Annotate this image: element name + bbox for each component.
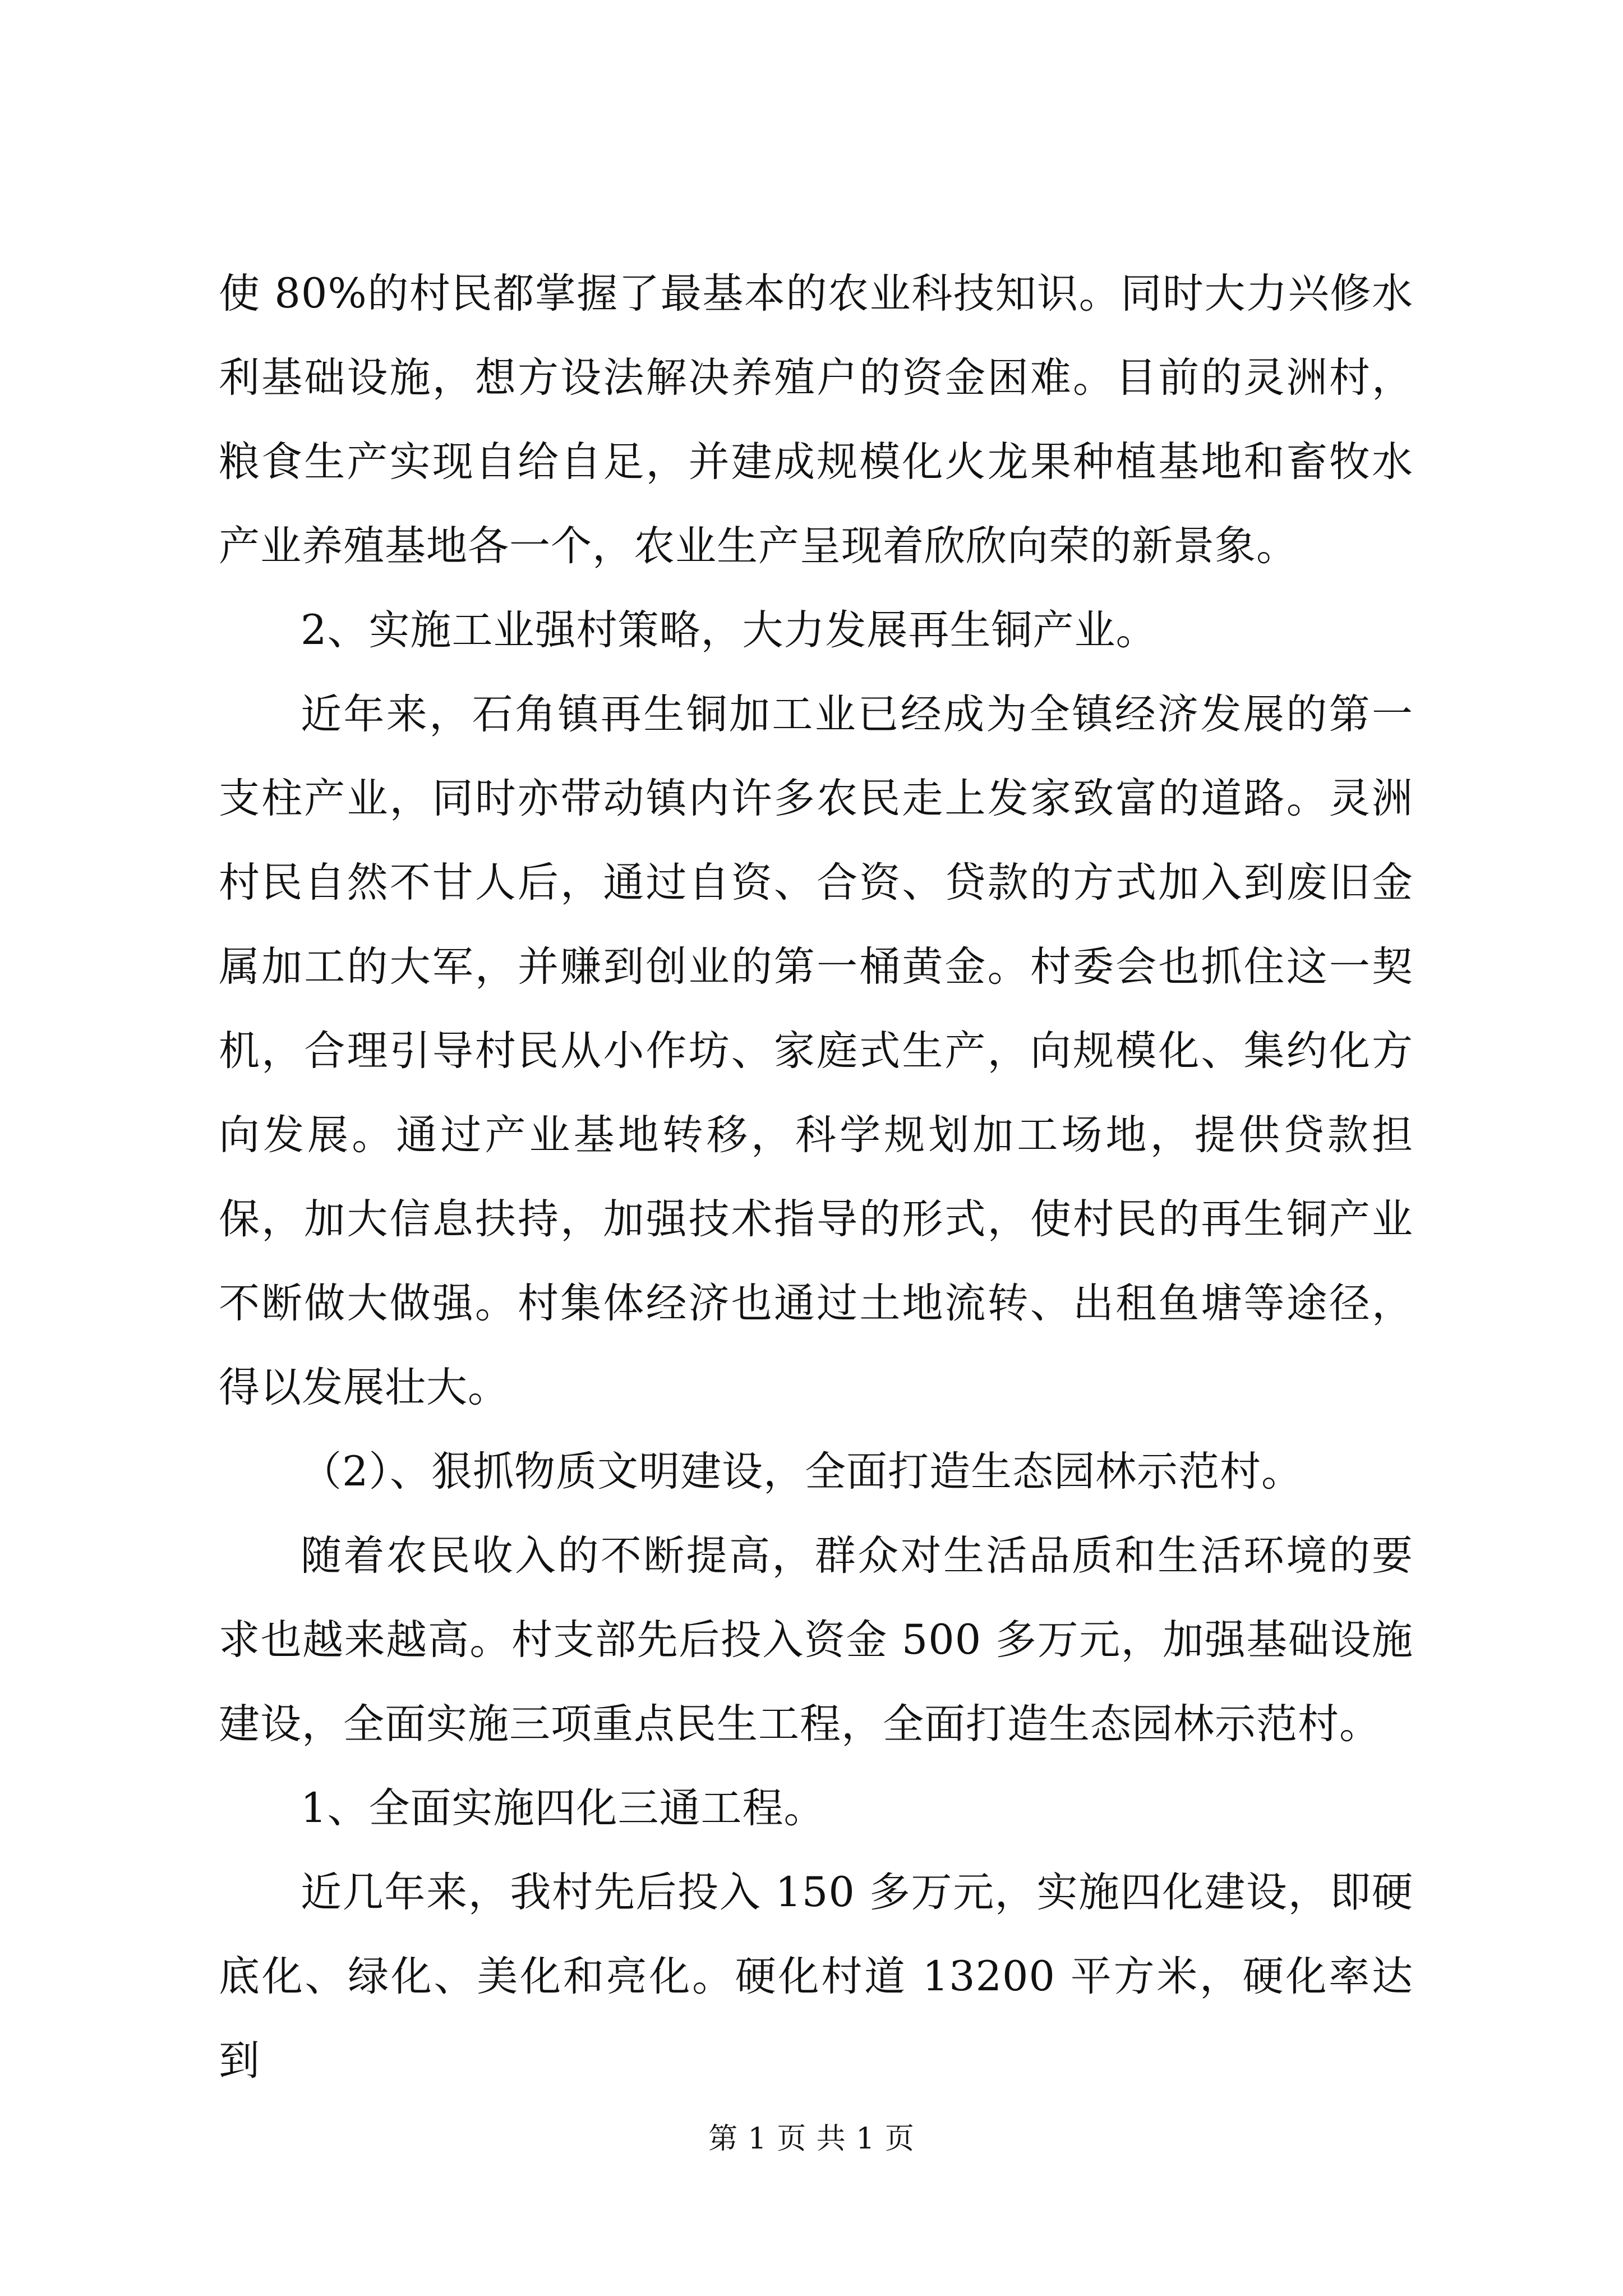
page-footer: 第 1 页 共 1 页: [708, 2122, 915, 2156]
paragraph: 近几年来，我村先后投入 150 多万元，实施四化建设，即硬底化、绿化、美化和亮化。硬化村道 13200 平方米，硬化率达到: [219, 1869, 1413, 2085]
document-body: [219, 252, 1413, 2103]
section-heading: 1、全面实施四化三通工程。: [301, 1784, 826, 1832]
section-heading: （2）、狠抓物质文明建设，全面打造生态园林示范村。: [301, 1448, 1303, 1496]
paragraph: 使 80%的村民都掌握了最基本的农业科技知识。同时大力兴修水利基础设施，想方设法解决养殖户的资金困难。目前的灵洲村，粮食生产实现自给自足，并建成规模化火龙果种植基地和畜牧水产业养殖基地各一个，农业生产呈现着欣欣向荣的新景象。: [219, 270, 1413, 570]
paragraph: 随着农民收入的不断提高，群众对生活品质和生活环境的要求也越来越高。村支部先后投入资金 500 多万元，加强基础设施建设，全面实施三项重点民生工程，全面打造生态园林示范村。: [219, 1532, 1413, 1748]
section-heading: 2、实施工业强村策略，大力发展再生铜产业。: [301, 606, 1158, 654]
paragraph: 近年来，石角镇再生铜加工业已经成为全镇经济发展的第一支柱产业，同时亦带动镇内许多农民走上发家致富的道路。灵洲村民自然不甘人后，通过自资、合资、贷款的方式加入到废旧金属加工的大军，并赚到创业的第一桶黄金。村委会也抓住这一契机，合理引导村民从小作坊、家庭式生产，向规模化、集约化方向发展。通过产业基地转移，科学规划加工场地，提供贷款担保，加大信息扶持，加强技术指导的形式，使村民的再生铜产业不断做大做强。村集体经济也通过土地流转、出租鱼塘等途径，得以发展壮大。: [219, 691, 1413, 1411]
